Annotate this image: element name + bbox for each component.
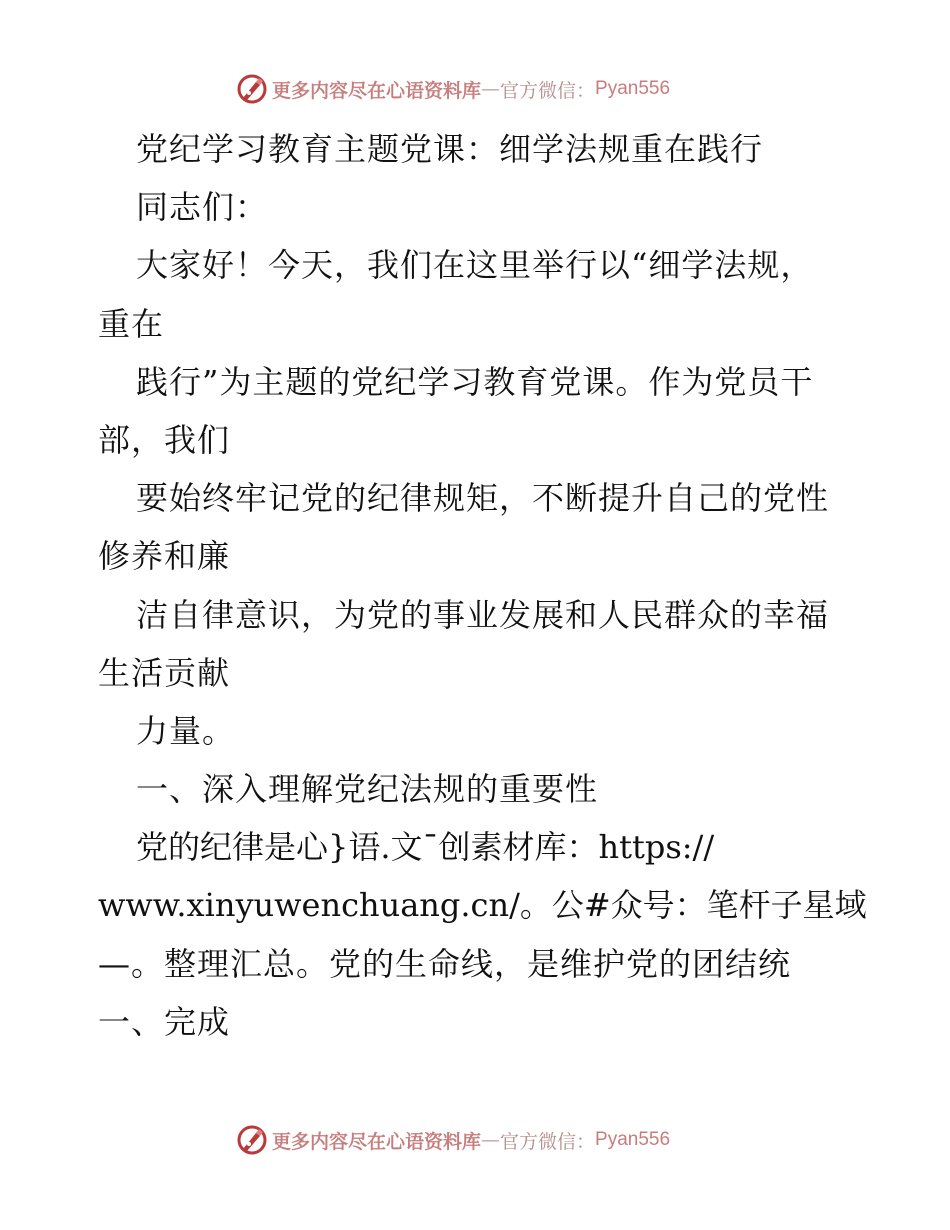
paragraph-line: 重在 (98, 304, 165, 343)
paragraph-line: 党的纪律是心}语.文¯创素材库：https:// (136, 828, 715, 867)
paragraph-line: 要始终牢记党的纪律规矩，不断提升自己的党性 (136, 479, 830, 518)
watermark-separator: — (481, 78, 501, 100)
paragraph-line: 践行”为主题的党纪学习教育党课。作为党员干 (136, 362, 814, 401)
watermark-wechat-id: Pyan556 (595, 1129, 671, 1150)
paragraph-line: www.xinyuwenchuang.cn/。公#众号：笔杆子星域 (98, 886, 867, 925)
watermark-contact-label: 官方微信： (500, 79, 596, 102)
paragraph-line: —。整理汇总。党的生命线，是维护党的团结统 (98, 944, 792, 983)
paragraph-line: 洁自律意识，为党的事业发展和人民群众的幸福 (136, 595, 830, 634)
watermark-site-text: 更多内容尽在心语资料库 (272, 1130, 482, 1153)
watermark-site-text: 更多内容尽在心语资料库 (272, 79, 482, 102)
watermark-separator: — (481, 1129, 501, 1151)
paragraph-line: 修养和廉 (98, 537, 231, 576)
paragraph-line: 力量。 (136, 711, 236, 750)
pen-logo-icon (236, 1124, 268, 1156)
paragraph-line: 部，我们 (98, 420, 231, 459)
footer-watermark (236, 1123, 756, 1157)
paragraph-line: 一、完成 (98, 1002, 231, 1041)
watermark-contact-label: 官方微信： (500, 1130, 596, 1153)
section-heading: 一、深入理解党纪法规的重要性 (136, 770, 599, 809)
paragraph-line: 大家好！今天，我们在这里举行以“细学法规， (136, 246, 814, 285)
paragraph-line: 生活贡献 (98, 653, 231, 692)
document-body (98, 120, 868, 1051)
document-title: 党纪学习教育主题党课：细学法规重在践行 (136, 130, 764, 168)
watermark-wechat-id: Pyan556 (595, 78, 671, 99)
pen-logo-icon (236, 73, 268, 105)
header-watermark (236, 72, 756, 106)
salutation: 同志们： (136, 188, 269, 227)
